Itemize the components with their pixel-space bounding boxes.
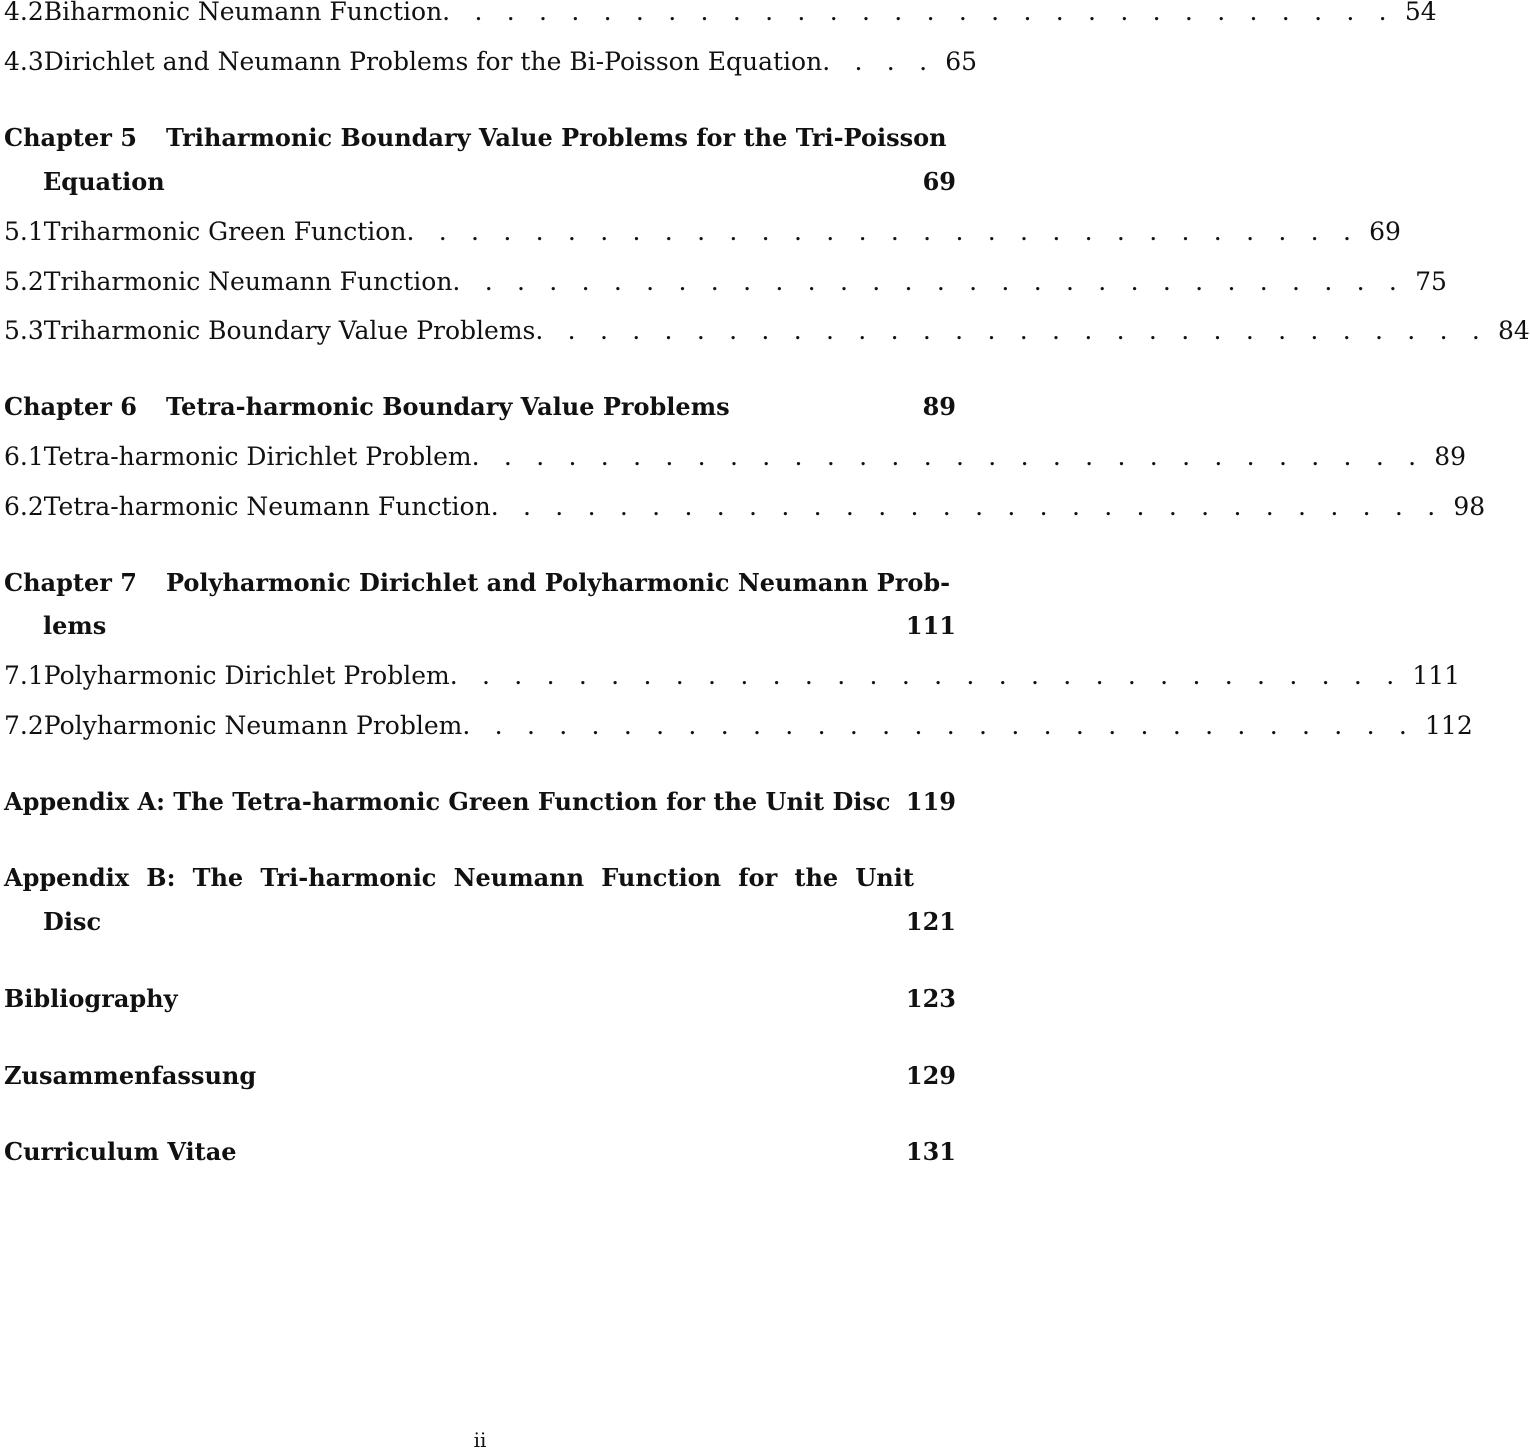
page-number: 112 [1425, 711, 1473, 740]
toc-entry-7-2[interactable] [4, 711, 1473, 745]
section-number: 6.1 [4, 442, 44, 471]
page-number: 89 [1434, 442, 1467, 471]
toc-chapter-5[interactable] [4, 123, 956, 157]
leader-dots: . . . . . . . . . . . . . . . . . . . . . . . . . . . . . . [406, 217, 1360, 246]
page-number: 89 [922, 392, 956, 421]
entry-title: Bibliography [4, 984, 178, 1013]
page-number: 65 [945, 47, 978, 76]
appendix-word: the [794, 863, 839, 892]
chapter-title-continued: Equation [43, 167, 165, 196]
section-number: 5.2 [4, 267, 44, 296]
page-number: 123 [905, 984, 956, 1013]
appendix-word: for [738, 863, 778, 892]
section-number: 5.3 [4, 316, 44, 345]
toc-entry-4-3[interactable] [4, 47, 978, 81]
section-number: 7.2 [4, 711, 44, 740]
page-number: 119 [905, 787, 956, 816]
toc-appendix-b-continued[interactable] [43, 907, 956, 941]
toc-entry-5-3[interactable] [4, 316, 1530, 350]
section-title: Tetra-harmonic Neumann Function [43, 492, 491, 521]
section-title: Dirichlet and Neumann Problems for the Bi-Poisson Equation [43, 47, 823, 76]
toc-entry-6-1[interactable] [4, 442, 1467, 476]
appendix-word: Unit [855, 863, 914, 892]
section-number: 4.2 [4, 0, 44, 26]
chapter-title-continued: lems [43, 611, 107, 640]
chapter-number: Chapter 5 [4, 123, 137, 152]
appendix-word: Neumann [453, 863, 585, 892]
leader-dots: . . . . . . . . . . . . . . . . . . . . . . . . . . . . . . [471, 442, 1425, 471]
leader-dots: . . . . . . . . . . . . . . . . . . . . . . . . . . . . . . [449, 661, 1403, 690]
appendix-word: Tri-harmonic [260, 863, 437, 892]
section-title: Triharmonic Neumann Function [43, 267, 453, 296]
page-footer-number: ii [473, 1428, 487, 1452]
appendix-title-continued: Disc [43, 907, 102, 936]
section-number: 6.2 [4, 492, 44, 521]
section-title: Polyharmonic Dirichlet Problem [43, 661, 450, 690]
page-number: 69 [1369, 217, 1401, 246]
chapter-title: Tetra-harmonic Boundary Value Problems [166, 392, 730, 421]
page-number: 75 [1415, 267, 1447, 296]
chapter-number: Chapter 6 [4, 392, 137, 421]
entry-title: Curriculum Vitae [4, 1137, 237, 1166]
appendix-word: B: [146, 863, 176, 892]
page-number: 131 [905, 1137, 956, 1166]
section-title: Tetra-harmonic Dirichlet Problem [43, 442, 472, 471]
toc-chapter-5-continued[interactable] [43, 167, 956, 201]
leader-dots: . . . . . . . . . . . . . . . . . . . . . . . . . . . . . . [462, 711, 1416, 740]
toc-entry-7-1[interactable] [4, 661, 1461, 695]
page-number: 121 [905, 907, 956, 936]
section-number: 7.1 [4, 661, 44, 690]
chapter-number: Chapter 7 [4, 568, 137, 597]
appendix-word: The [192, 863, 244, 892]
toc-appendix-a[interactable] [4, 787, 956, 821]
toc-appendix-b[interactable] [4, 863, 914, 897]
section-title: Polyharmonic Neumann Problem [43, 711, 463, 740]
leader-dots: . . . . [822, 47, 936, 76]
chapter-title: Polyharmonic Dirichlet and Polyharmonic Neumann Prob- [166, 568, 951, 597]
toc-chapter-6[interactable] [4, 392, 956, 426]
leader-dots: . . . . . . . . . . . . . . . . . . . . . . . . . . . . . . [452, 267, 1406, 296]
toc-curriculum-vitae[interactable] [4, 1137, 956, 1171]
toc-zusammenfassung[interactable] [4, 1061, 956, 1095]
appendix-word: Appendix [4, 863, 130, 892]
section-number: 5.1 [4, 217, 44, 246]
page-number: 111 [905, 611, 956, 640]
page-number: 84 [1498, 316, 1530, 345]
toc-chapter-7[interactable] [4, 568, 956, 602]
section-title: Triharmonic Boundary Value Problems [43, 316, 536, 345]
page-number: 98 [1453, 492, 1486, 521]
leader-dots: . . . . . . . . . . . . . . . . . . . . . . . . . . . . . . [535, 316, 1489, 345]
appendix-title: Appendix A: The Tetra-harmonic Green Function for the Unit Disc [4, 787, 891, 816]
section-title: Triharmonic Green Function [43, 217, 407, 246]
page-number: 129 [905, 1061, 956, 1090]
entry-title: Zusammenfassung [4, 1061, 257, 1090]
toc-bibliography[interactable] [4, 984, 956, 1018]
page-number: 111 [1412, 661, 1461, 690]
toc-entry-4-2[interactable] [4, 0, 1437, 31]
toc-entry-6-2[interactable] [4, 492, 1486, 526]
page-number: 54 [1404, 0, 1437, 26]
section-title: Biharmonic Neumann Function [43, 0, 443, 26]
appendix-word: Function [601, 863, 722, 892]
leader-dots: . . . . . . . . . . . . . . . . . . . . . . . . . . . . . . [442, 0, 1395, 26]
section-number: 4.3 [4, 47, 44, 76]
leader-dots: . . . . . . . . . . . . . . . . . . . . . . . . . . . . . . [490, 492, 1444, 521]
chapter-title: Triharmonic Boundary Value Problems for the Tri-Poisson [166, 123, 947, 152]
page-number: 69 [922, 167, 956, 196]
toc-chapter-7-continued[interactable] [43, 611, 956, 645]
toc-entry-5-2[interactable] [4, 267, 1447, 301]
toc-entry-5-1[interactable] [4, 217, 1401, 251]
